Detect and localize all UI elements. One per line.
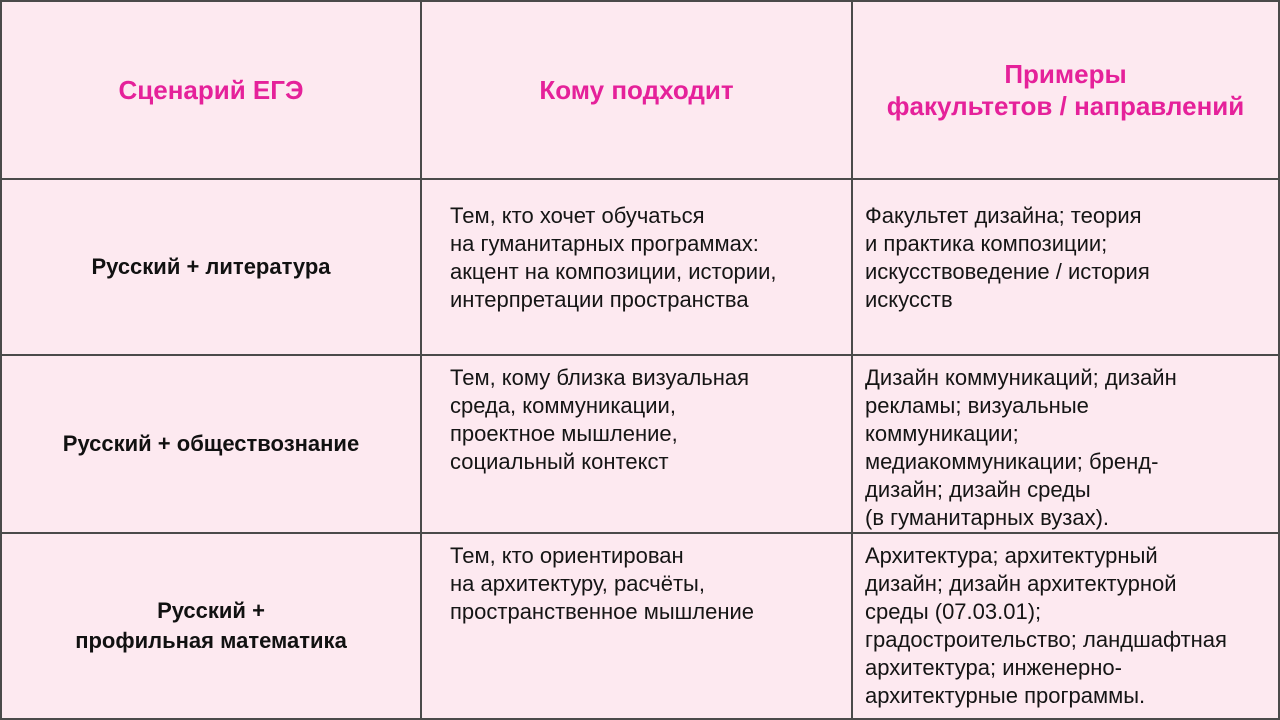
row2-scenario: Русский + обществознание [2, 356, 422, 534]
row1-who: Тем, кто хочет обучаться на гуманитарных программах: акцент на композиции, истории, интерпретации пространства [422, 180, 853, 356]
row3-scenario: Русский + профильная математика [2, 534, 422, 718]
row3-examples: Архитектура; архитектурный дизайн; дизайн архитектурной среды (07.03.01); градостроительство; ландшафтная архитектура; инженерно- архитектурные программы. [865, 543, 1227, 708]
row1-scenario: Русский + литература [2, 180, 422, 356]
row2-who: Тем, кому близка визуальная среда, коммуникации, проектное мышление, социальный контекст [422, 356, 853, 534]
header-scenario: Сценарий ЕГЭ [2, 2, 422, 180]
header-who: Кому подходит [422, 2, 853, 180]
row3-who: Тем, кто ориентирован на архитектуру, расчёты, пространственное мышление [422, 534, 853, 718]
row1-examples: Факультет дизайна; теория и практика композиции; искусствоведение / история искусств [853, 180, 1278, 356]
row2-examples: Дизайн коммуникаций; дизайн рекламы; визуальные коммуникации; медиакоммуникации; бренд- дизайн; дизайн среды (в гуманитарных вузах). [853, 356, 1278, 534]
header-examples: Примеры факультетов / направлений [853, 2, 1278, 180]
